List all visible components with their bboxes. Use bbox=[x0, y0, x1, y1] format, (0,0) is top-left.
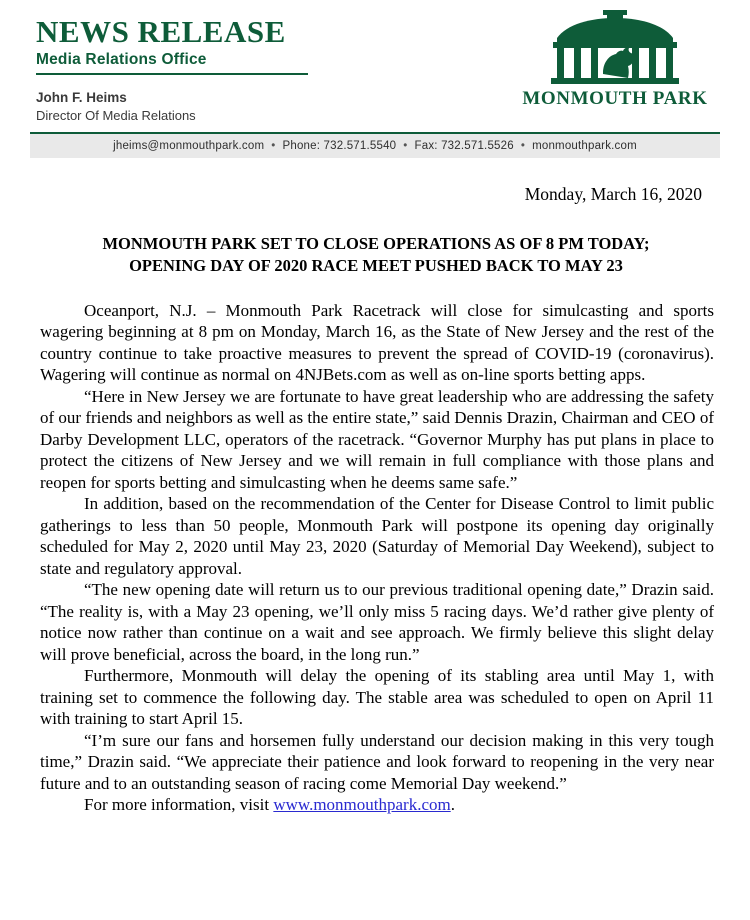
paragraph-4: “The new opening date will return us to our previous traditional opening date,” Drazin said. “The reality is, with a May 23 opening, we’ll only miss 5 racing days. We’d rather give plenty of notice now rather than continue on a wait and see approach. We firmly believe this slight delay will prove beneficial, across the board, in the long run.” bbox=[40, 580, 714, 664]
paragraph-3: In addition, based on the recommendation of the Center for Disease Control to limit public gatherings to less than 50 people, Monmouth Park will postpone its opening day originally scheduled for May 2, 2020 until May 23, 2020 (Saturday of Memorial Day Weekend), subject to state and regulatory approval. bbox=[40, 494, 714, 578]
paragraph-1: Oceanport, N.J. – Monmouth Park Racetrack will close for simulcasting and sports wagering beginning at 8 pm on Monday, March 16, as the State of New Jersey and the rest of the country continue to take proactive measures to prevent the spread of COVID-19 (coronavirus). Wagering will continue as normal on 4NJBets.com as well as on-line sports betting apps. bbox=[40, 300, 714, 385]
release-date: Monday, March 16, 2020 bbox=[524, 184, 702, 204]
paragraph-6: “I’m sure our fans and horsemen fully understand our decision making in this very tough time,” Drazin said. “We appreciate their patience and look forward to reopening in the very near future and to an outstanding season of racing come Memorial Day weekend.” bbox=[40, 730, 714, 793]
page-subtitle: Media Relations Office bbox=[36, 50, 207, 68]
monmouth-park-grandstand-logo-icon bbox=[541, 8, 689, 86]
page-title: NEWS RELEASE bbox=[36, 14, 286, 49]
headline-line-1: MONMOUTH PARK SET TO CLOSE OPERATIONS AS OF 8 PM TODAY; bbox=[102, 234, 650, 253]
closing-line bbox=[28, 794, 724, 816]
contact-phone: Phone: 732.571.5540 bbox=[282, 140, 397, 152]
contact-separator-2: • bbox=[403, 140, 408, 152]
letterhead-left bbox=[36, 16, 466, 124]
contact-separator-3: • bbox=[520, 140, 526, 152]
document-body bbox=[0, 184, 750, 816]
contact-title: Director Of Media Relations bbox=[36, 107, 196, 123]
logo-wordmark: MONMOUTH PARK bbox=[522, 88, 708, 109]
contact-website[interactable]: monmouthpark.com bbox=[532, 140, 637, 152]
paragraph-5: Furthermore, Monmouth will delay the opening of its stabling area until May 1, with training set to commence the following day. The stable area was scheduled to open on April 11 with training to start April 15. bbox=[40, 666, 714, 729]
contact-fax: Fax: 732.571.5526 bbox=[414, 140, 514, 152]
monmouthpark-link[interactable]: www.monmouthpark.com bbox=[273, 795, 451, 815]
contact-bar bbox=[30, 132, 720, 158]
title-divider bbox=[36, 73, 308, 75]
closing-prefix: For more information, visit bbox=[84, 795, 274, 815]
contact-email[interactable]: jheims@monmouthpark.com bbox=[113, 140, 265, 152]
contact-separator-1: • bbox=[271, 140, 276, 152]
headline bbox=[28, 233, 724, 278]
letterhead-logo bbox=[510, 8, 720, 110]
closing-suffix: . bbox=[450, 795, 455, 815]
letterhead bbox=[0, 0, 750, 150]
contact-name: John F. Heims bbox=[36, 89, 127, 105]
headline-line-2: OPENING DAY OF 2020 RACE MEET PUSHED BACK TO MAY 23 bbox=[129, 256, 623, 276]
paragraph-2: “Here in New Jersey we are fortunate to have great leadership who are addressing the safety of our friends and neighbors as well as the entire state,” said Dennis Drazin, Chairman and CEO of Darby Development LLC, operators of the racetrack. “Governor Murphy has put plans in place to protect the citizens of New Jersey and we will remain in full compliance with those plans and reopen for sports betting and simulcasting when he deems same safe.” bbox=[40, 386, 714, 492]
